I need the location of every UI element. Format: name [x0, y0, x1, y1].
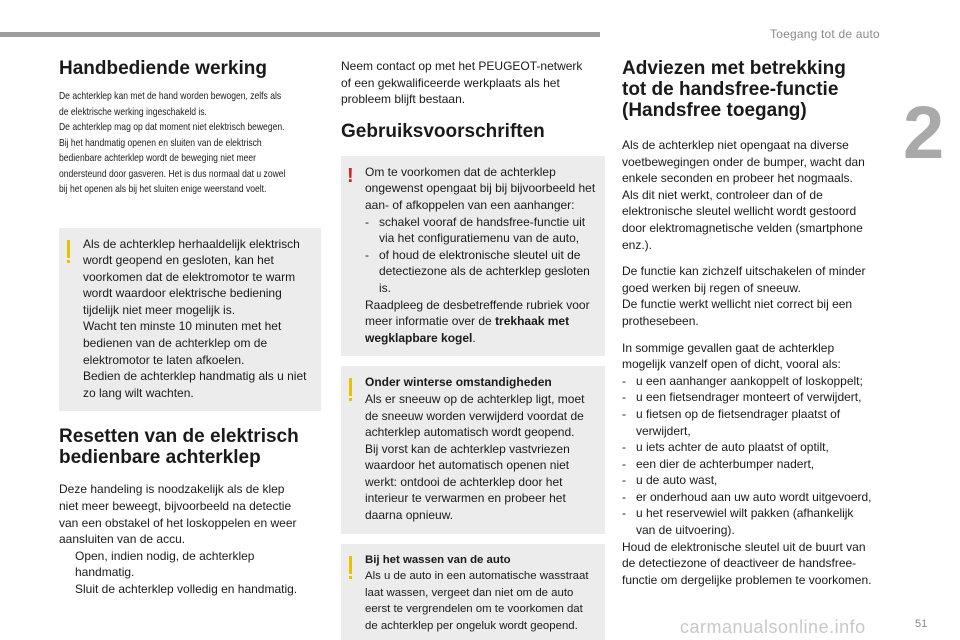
- list-item: [622, 472, 886, 489]
- heading-line: Adviezen met betrekking: [622, 58, 846, 79]
- text-line: daarna opnieuw.: [365, 508, 454, 523]
- list-item: [59, 548, 321, 581]
- heading-handsfree-advice: [622, 58, 886, 121]
- dash-bullet: -: [622, 473, 626, 488]
- heading-line: tot de handsfree-functie: [622, 79, 839, 100]
- chapter-number: 2: [903, 91, 945, 174]
- text-line: tijdelijk niet meer mogelijk is.: [83, 302, 236, 317]
- text-line: handmatig.: [75, 565, 135, 580]
- text-line: Als de achterklep herhaaldelijk elektrisch: [83, 236, 300, 251]
- text-line: van de uitvoering).: [636, 523, 735, 538]
- text-line: prothesebeen.: [622, 313, 699, 328]
- list-item: [622, 489, 886, 506]
- link-text: wegklapbare kogel: [365, 330, 473, 345]
- dash-bullet: -: [622, 390, 626, 405]
- text-line: functie om dergelijke problemen te voorkomen.: [622, 572, 872, 587]
- list-item: [365, 247, 597, 297]
- text-line: door elektromagnetische velden (smartphone: [622, 220, 863, 235]
- text-line: Als er sneeuw op de achterklep ligt, moet: [365, 391, 585, 406]
- contact-text: [341, 58, 605, 108]
- heading-line: bedienbare achterklep: [59, 447, 261, 469]
- text-line: detectiezone als de achterklep gesloten: [379, 264, 590, 279]
- heading-line: (Handsfree toegang): [622, 100, 807, 121]
- text-line: voetbewegingen onder de bumper, wacht dan: [622, 154, 865, 169]
- text-line: schakel vooraf de handsfree-functie uit: [379, 214, 586, 229]
- text-line: Bij het handmatig openen en sluiten van de elektrisch: [59, 137, 262, 149]
- info-marker-icon: [349, 378, 352, 396]
- text-run: .: [472, 330, 476, 345]
- text-line: u een aanhanger aankoppelt of loskoppelt;: [636, 373, 863, 388]
- text-line: enkele seconden en probeer het nogmaals.: [622, 171, 853, 186]
- text-line: De functie kan zichzelf uitschakelen of minder: [622, 264, 866, 279]
- text-line: Deze handeling is noodzakelijk als de klep: [59, 482, 285, 497]
- manual-operation-text: [59, 89, 321, 198]
- text-line: De functie werkt wellicht niet correct bij een: [622, 297, 853, 312]
- column-1: [59, 58, 321, 598]
- text-line: bedienbare achterklep wordt de beweging niet meer: [59, 153, 256, 164]
- column-3: [622, 58, 886, 588]
- paragraph: [622, 263, 886, 329]
- paragraph: [622, 340, 886, 589]
- text-line: de sneeuw worden verwijderd voordat de: [365, 408, 584, 423]
- page-number: 51: [915, 618, 928, 630]
- dash-bullet: -: [622, 456, 626, 471]
- list-item: [622, 406, 886, 439]
- text-run: meer informatie over de: [365, 314, 496, 329]
- text-line: verwijdert,: [636, 423, 691, 438]
- text-line: Als de achterklep niet opengaat na diverse: [622, 138, 849, 152]
- text-line: voorkomen dat de elektromotor te warm: [83, 269, 296, 284]
- box-title-text: Onder winterse omstandigheden: [365, 375, 552, 390]
- text-line: eerst te vergrendelen om te voorkomen dat: [365, 603, 583, 616]
- bullet-icon: [59, 548, 75, 581]
- reset-text: [59, 481, 321, 597]
- text-line: Wacht ten minste 10 minuten met het: [83, 319, 282, 334]
- watermark: carmanualsonline.info: [680, 617, 866, 637]
- list-item: [622, 389, 886, 406]
- warning-box-trailer: [341, 156, 605, 357]
- text-line: u het reservewiel wilt pakken (afhankelijk: [636, 506, 854, 521]
- list-item: [59, 581, 321, 598]
- text-line: Als dit niet werkt, controleer dan of de: [622, 187, 823, 202]
- text-line: elektronische sleutel wellicht wordt gestoord: [622, 204, 857, 219]
- list-item: [622, 439, 886, 456]
- heading-line: Resetten van de elektrisch: [59, 426, 299, 448]
- text-line: [365, 330, 597, 347]
- dash-bullet: -: [622, 489, 626, 504]
- text-line: laat wassen, vergeet dan niet om de auto: [365, 586, 574, 599]
- info-marker-icon: [67, 240, 70, 258]
- text-line: Open, indien nodig, de achterklep: [75, 548, 255, 563]
- text-line: via het configuratiemenu van de auto,: [379, 231, 580, 246]
- dash-bullet: -: [365, 247, 369, 262]
- text-line: Houd de elektronische sleutel uit de buurt van: [622, 539, 866, 554]
- text-line: Als u de auto in een automatische wasstraat: [365, 570, 589, 583]
- list-item: [365, 214, 597, 247]
- text-line: achterklep automatisch wordt geopend.: [365, 425, 575, 440]
- warning-icon: !: [347, 164, 354, 187]
- text-line: de detectiezone of deactiveer de handsfree-: [622, 556, 857, 571]
- text-line: waardoor het automatisch openen niet: [365, 458, 570, 473]
- link-text: trekhaak met: [495, 314, 570, 329]
- text-line: de elektrische werking ingeschakeld is.: [59, 106, 207, 118]
- text-line: de achterklep per ongeluk wordt geopend.: [365, 620, 578, 633]
- text-line: u de auto wast,: [636, 473, 718, 488]
- text-line: Bedien de achterklep handmatig als u niet: [83, 369, 307, 384]
- text-line: [365, 313, 597, 330]
- text-line: van een obstakel of het loskoppelen en weer: [59, 515, 297, 530]
- list-item: [622, 373, 886, 390]
- dash-bullet: -: [622, 406, 626, 421]
- text-line: wordt geopend en gesloten, kan het: [83, 253, 274, 268]
- text-line: er onderhoud aan uw auto wordt uitgevoerd,: [636, 489, 872, 504]
- text-line: bedienen van de achterklep om de: [83, 336, 268, 351]
- dash-bullet: -: [622, 506, 626, 521]
- text-line: goed werken bij regen of sneeuw.: [622, 280, 801, 295]
- box-title-text: Bij het wassen van de auto: [365, 553, 511, 566]
- text-line: Neem contact op met het PEUGEOT-netwerk: [341, 59, 583, 73]
- text-line: niet meer beweegt, bijvoorbeeld na detectie: [59, 499, 292, 514]
- text-line: De achterklep mag op dat moment niet elektrisch bewegen.: [59, 122, 285, 133]
- text-line: ongewenst opengaat bij bij bijvoorbeeld het: [365, 181, 596, 196]
- text-line: elektromotor te laten afkoelen.: [83, 352, 245, 367]
- text-line: wordt waardoor elektrische bediening: [83, 286, 282, 301]
- dash-bullet: -: [365, 214, 369, 229]
- text-line: aan- of afkoppelen van een aanhanger:: [365, 197, 575, 212]
- text-line: Sluit de achterklep volledig en handmatig.: [75, 582, 298, 596]
- text-line: zo lang wilt wachten.: [83, 385, 194, 400]
- dash-bullet: -: [622, 373, 626, 388]
- list-item: [622, 456, 886, 473]
- text-line: De achterklep kan met de hand worden bewogen, zelfs als: [59, 91, 282, 102]
- info-marker-icon: [349, 556, 352, 574]
- text-line: probleem blijft bestaan.: [341, 92, 466, 107]
- list-item: [622, 505, 886, 538]
- text-line: In sommige gevallen gaat de achterklep: [622, 340, 835, 355]
- text-line: interieur te verwarmen en probeer het: [365, 491, 566, 506]
- text-line: Om te voorkomen dat de achterklep: [365, 164, 556, 179]
- heading-reset: [59, 426, 321, 468]
- info-box-winter: [341, 366, 605, 533]
- text-line: of een gekwalificeerde werkplaats als het: [341, 75, 560, 90]
- text-line: of houd de elektronische sleutel uit de: [379, 247, 581, 262]
- text-line: u een fietsendrager monteert of verwijdert,: [636, 390, 862, 405]
- section-title: Toegang tot de auto: [770, 27, 880, 41]
- box-title: [365, 374, 597, 391]
- text-line: bij het openen als bij het sluiten enige weerstand voelt.: [59, 184, 267, 195]
- text-line: u iets achter de auto plaatst of optilt,: [636, 440, 829, 455]
- text-line: Raadpleeg de desbetreffende rubriek voor: [365, 297, 590, 312]
- header-rule: [0, 32, 600, 37]
- heading-manual-operation: Handbediende werking: [59, 58, 267, 79]
- text-line: werkt: ontdooi de achterklep door het: [365, 474, 563, 489]
- heading-usage: Gebruiksvoorschriften: [341, 120, 545, 142]
- text-line: mogelijk vanzelf open of dicht, vooral als:: [622, 357, 841, 372]
- dash-bullet: -: [622, 440, 626, 455]
- text-line: enz.).: [622, 237, 653, 252]
- text-line: u fietsen op de fietsendrager plaatst of: [636, 406, 841, 421]
- box-title: [365, 552, 597, 569]
- bullet-icon: [59, 581, 75, 598]
- column-2: [341, 58, 605, 640]
- text-line: ondersteund door gasveren. Het is dus normaal dat u zowel: [59, 168, 286, 180]
- text-line: Bij vorst kan de achterklep vastvriezen: [365, 441, 570, 456]
- text-line: aansluiten van de accu.: [59, 532, 186, 547]
- text-line: is.: [379, 280, 391, 295]
- paragraph: [622, 137, 886, 253]
- text-line: een dier de achterbumper nadert,: [636, 456, 815, 471]
- info-box-overheating: [59, 228, 321, 412]
- info-box-washing: [341, 544, 605, 640]
